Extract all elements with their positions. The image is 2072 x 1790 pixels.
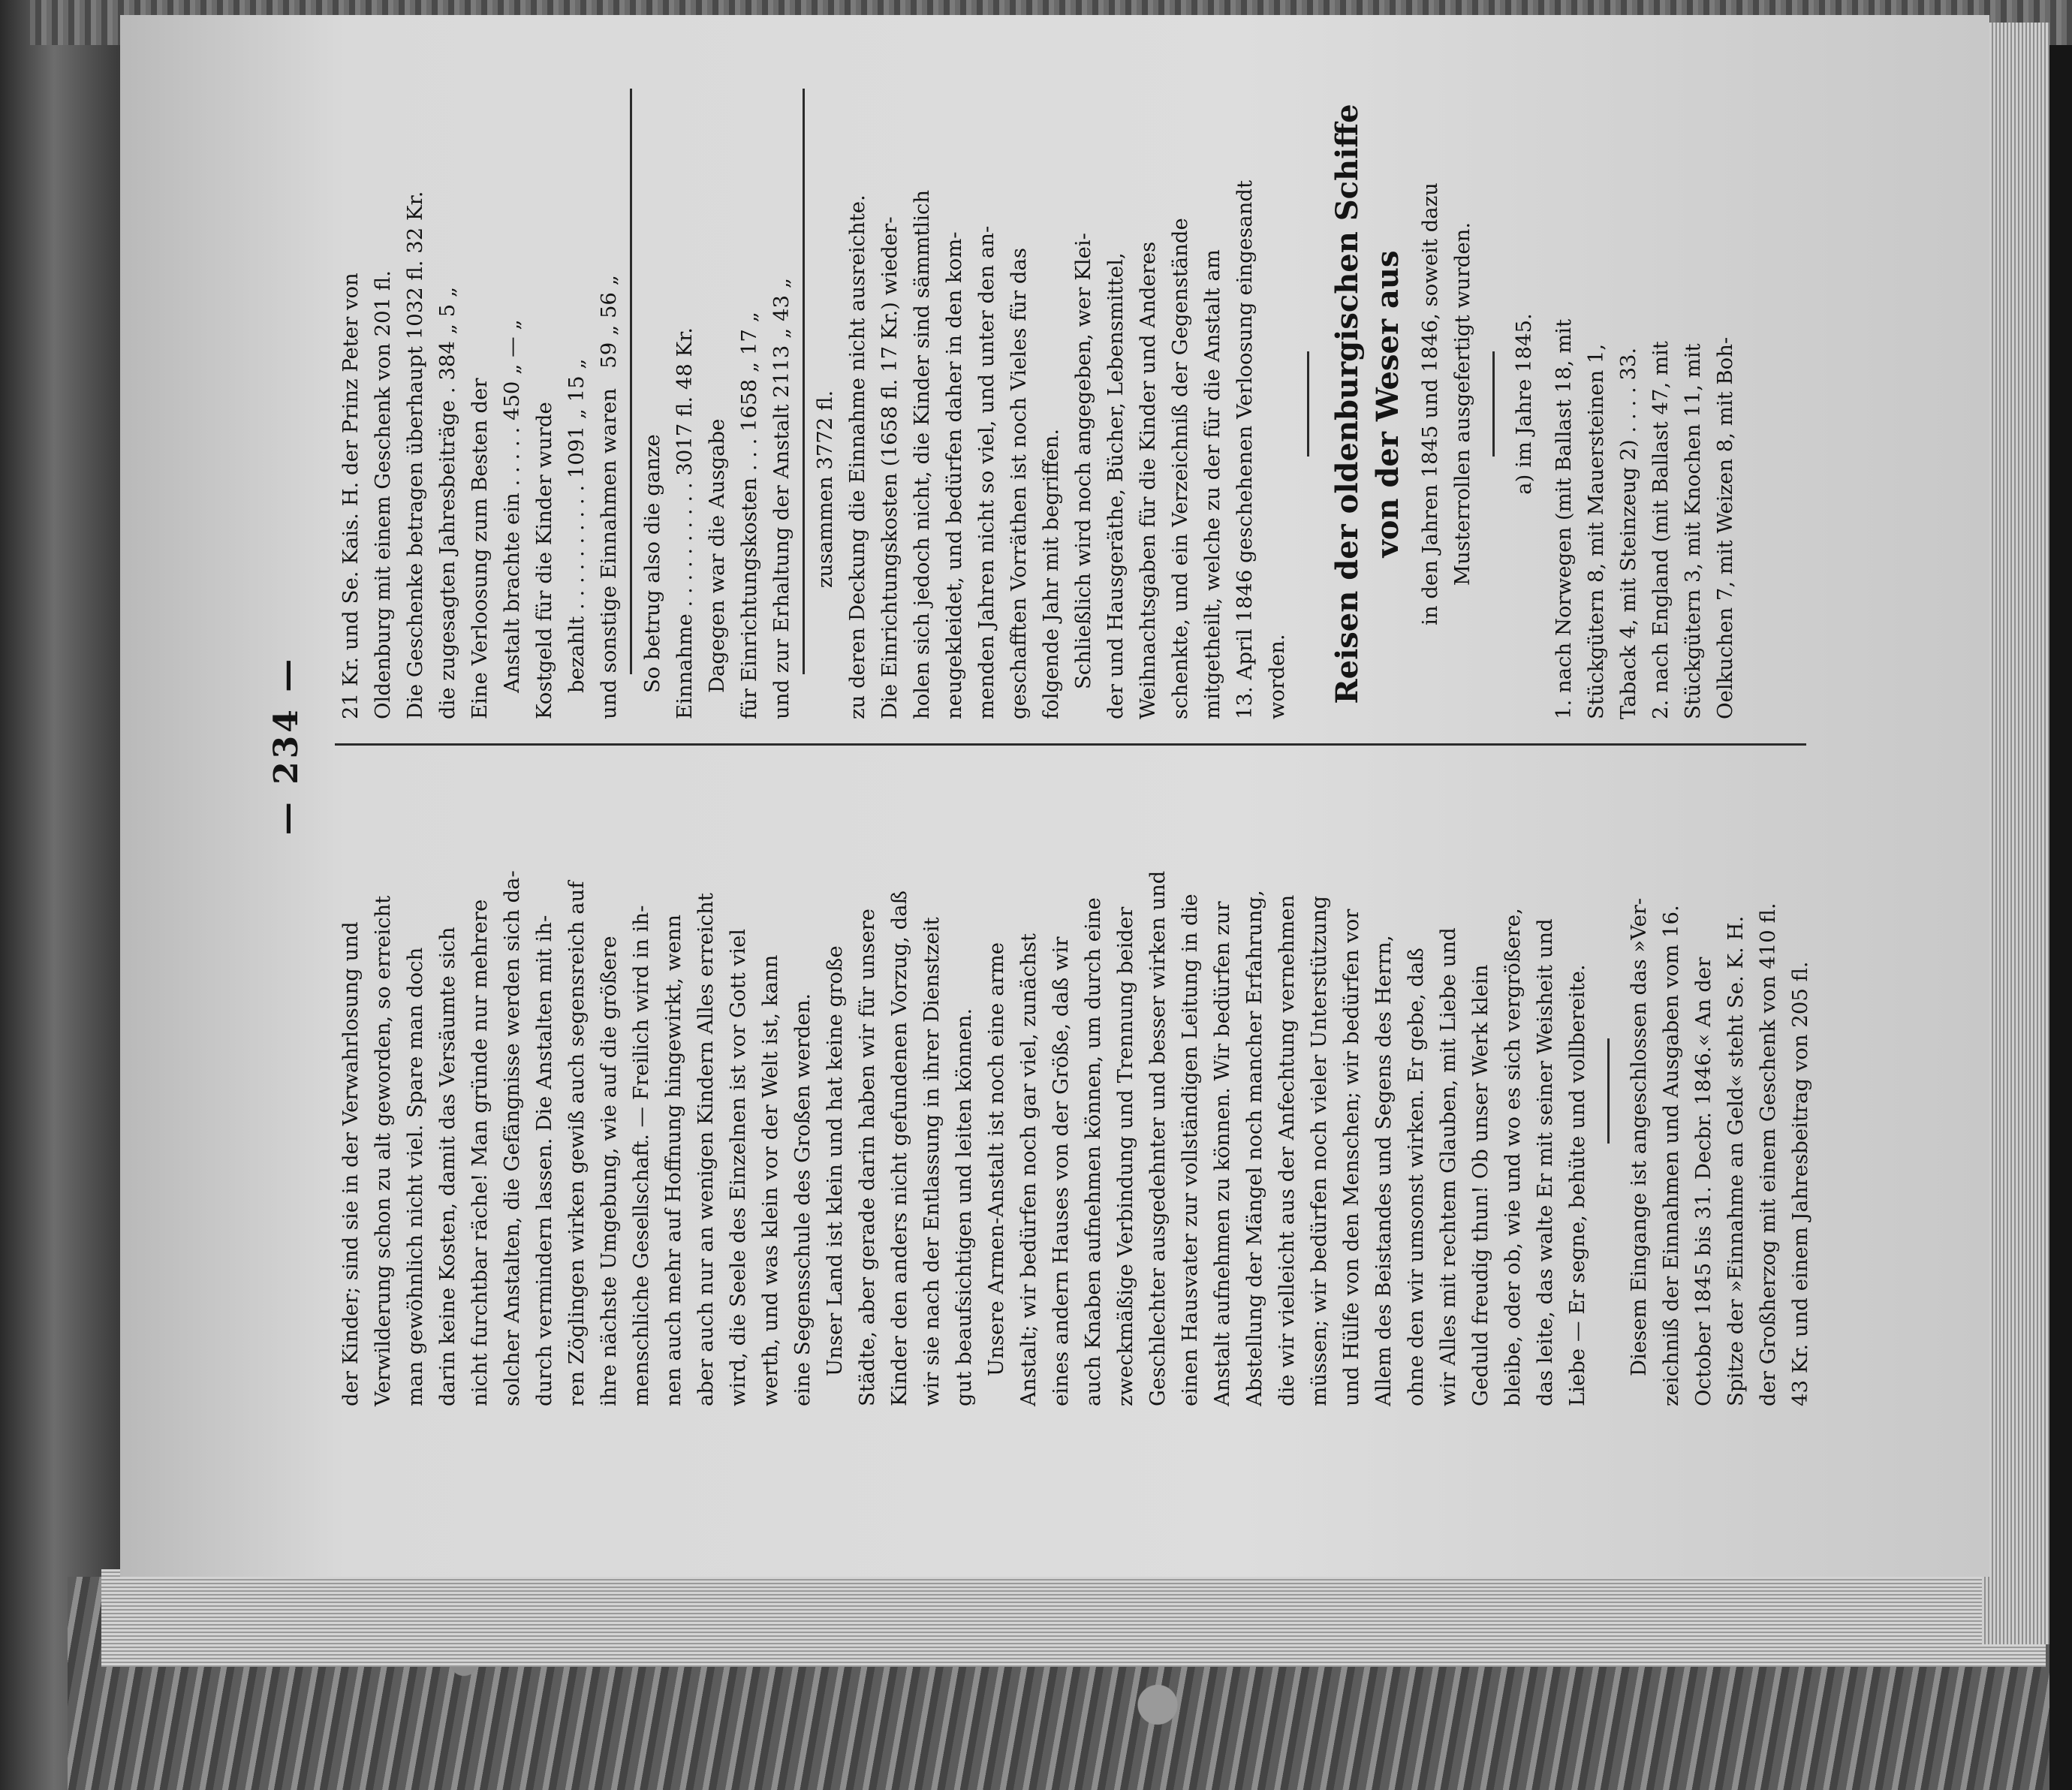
paragraph: Diesem Eingange ist angeschlossen das »Ver- zeichniß der Einnahmen und Ausgaben vom 16. October 1845 bis 31. Decbr. 1846.« An der Spitze der »Einnahme an Geld« steht Se. K. H. der Großherzog mit einem Geschenk von 410 fl. 43 Kr. und einem Jahresbeitrag von 205 fl. xyxy=(1627,897,1812,1406)
article-heading xyxy=(1327,89,1408,719)
paragraph: Unsere Armen-Anstalt ist noch eine arme Anstalt; wir bedürfen noch gar viel, zunächst eines andern Hauses von der Größe, daß wir auch Knaben aufnehmen können, um durch eine zweckmäßige Verbindung und Trennung beider Geschlechter ausgedehnter und besser wirken und einen Hausvater zur vollständigen Leitung in die Anstalt aufnehmen zu können. Wir bedürfen zur Abstellung der Mängel noch mancher Erfahrung, die wir vielleicht aus der Anfechtung vernehmen müssen; wir bedürfen noch vieler Unterstützung und Hülfe von den Menschen; wir bedürfen vor Allem des Beistandes und Segens des Herrn, ohne den wir umsonst wirken. Er gebe, daß wir Alles mit rechtem Glauben, mit Liebe und Geduld freudig thun! Ob unser Werk klein bleibe, oder ob, wie und wo es sich vergrößere, das leite, das walte Er mit seiner Weisheit und Liebe — Er segne, behüte und vollbereite. xyxy=(984,870,1589,1406)
accounts-total xyxy=(637,89,798,719)
column-divider xyxy=(335,743,1806,746)
list-item: 1. nach Norwegen (mit Ballast 18, mit Stückgütern 8, mit Mauersteinen 1, Taback 4, mit Steinzeug 2) . . . . 33. xyxy=(1552,318,1640,719)
account-line: für Einrichtungskosten . . . 1658 „ 17 „ xyxy=(737,312,761,719)
account-line: 21 Kr. und Se. Kais. H. der Prinz Peter von xyxy=(339,273,363,719)
article-heading-text: Reisen der oldenburgischen Schiffe von der Weser aus xyxy=(1330,104,1405,704)
paragraph: der Kinder; sind sie in der Verwahrlosung und Verwilderung schon zu alt geworden, so erreicht man gewöhnlich nicht viel. Spare man doch darin keine Kosten, damit das Versäumte sich nicht furchtbar räche! Man gründe nur mehrere solcher Anstalten, die Gefängnisse werden sich da- durch vermindern lassen. Die Anstalten mit ih- ren Zöglingen wirken gewiß auch segensreich auf ihre nächste Umgebung, wie auf die größere menschliche Gesellschaft. — Freilich wird in ih- nen auch mehr auf Hoffnung hingewirkt, wenn aber auch nur an wenigen Kindern Alles erreicht wird, die Seele des Einzelnen ist vor Gott viel werth, und was klein vor der Welt ist, kann eine Segensschule des Großen werden. xyxy=(339,870,815,1406)
paragraph: zu deren Deckung die Einnahme nicht ausreichte. Die Einrichtungskosten (1658 fl. 17 Kr.) wieder- holen sich jedoch nicht, die Kinder sind sämmtlich neugekleidet, und bedürfen daher in den kom- menden Jahren nicht so viel, und unter den an- geschafften Vorräthen ist noch Vieles für das folgende Jahr mit begriffen. xyxy=(845,189,1063,719)
account-line: Dagegen war die Ausgabe xyxy=(705,418,729,719)
account-line: Eine Verloosung zum Besten der xyxy=(468,378,492,719)
account-line: und sonstige Einnahmen waren 59 „ 56 „ xyxy=(597,275,621,719)
paragraph: Schließlich wird noch angegeben, wer Klei- der und Hausgeräthe, Bücher, Lebensmittel, Weihnachtsgaben für die Kinder und Anderes schenkte, und ein Verzeichniß der Gegenstände mitgetheilt, welche zu der für die Anstalt am 13. April 1846 geschehenen Verloosung eingesandt worden. xyxy=(1071,179,1289,719)
book-edge-left xyxy=(0,0,120,1790)
sum-rule xyxy=(630,89,632,674)
account-line: Die Geschenke betragen überhaupt 1032 fl. 32 Kr. xyxy=(403,191,427,719)
account-line: bezahlt . . . . . . . . . . 1091 „ 15 „ xyxy=(565,358,589,719)
year-heading: a) im Jahre 1845. xyxy=(1512,313,1536,495)
page-number: — 234 — xyxy=(267,655,306,836)
account-line: Oldenburg mit einem Geschenk von 201 fl. xyxy=(371,270,395,719)
account-line: zusammen 3772 fl. xyxy=(813,390,837,719)
account-line: Kostgeld für die Kinder wurde xyxy=(532,402,556,719)
book-page xyxy=(120,15,1989,1577)
page-stack-bottom xyxy=(101,1569,2046,1667)
section-rule xyxy=(1492,351,1495,457)
paragraph: Unser Land ist klein und hat keine große Städte, aber gerade darin haben wir für unsere Kinder den anders nicht gefundenen Vorzug, daß wir sie nach der Entlassung in ihrer Dienstzeit gut beaufsichtigen und leiten können. xyxy=(823,890,976,1406)
section-rule xyxy=(1307,351,1309,457)
rotated-text-frame xyxy=(267,85,1821,1406)
accounts-top xyxy=(335,89,625,719)
left-column xyxy=(335,776,1812,1406)
list-item: 2. nach England (mit Ballast 47, mit Stückgütern 3, mit Knochen 11, mit Oelkuchen 7, mit Weizen 8, mit Boh- xyxy=(1649,336,1737,719)
account-line: Einnahme . . . . . . . . . . 3017 fl. 48 Kr. xyxy=(673,327,697,719)
account-line: Anstalt brachte ein . . . . . 450 „ — „ xyxy=(500,319,524,719)
article-subheading: in den Jahren 1845 und 1846, soweit dazu Musterrollen ausgefertigt wurden. xyxy=(1418,182,1474,625)
account-line: und zur Erhaltung der Anstalt 2113 „ 43 „ xyxy=(769,278,794,719)
right-column xyxy=(335,89,1806,719)
section-rule xyxy=(1607,1038,1610,1144)
page-stack-right xyxy=(1982,23,2049,1644)
account-line: So betrug also die ganze xyxy=(640,434,664,719)
sum-rule xyxy=(803,89,805,674)
account-line: die zugesagten Jahresbeiträge . 384 „ 5 „ xyxy=(435,286,459,719)
